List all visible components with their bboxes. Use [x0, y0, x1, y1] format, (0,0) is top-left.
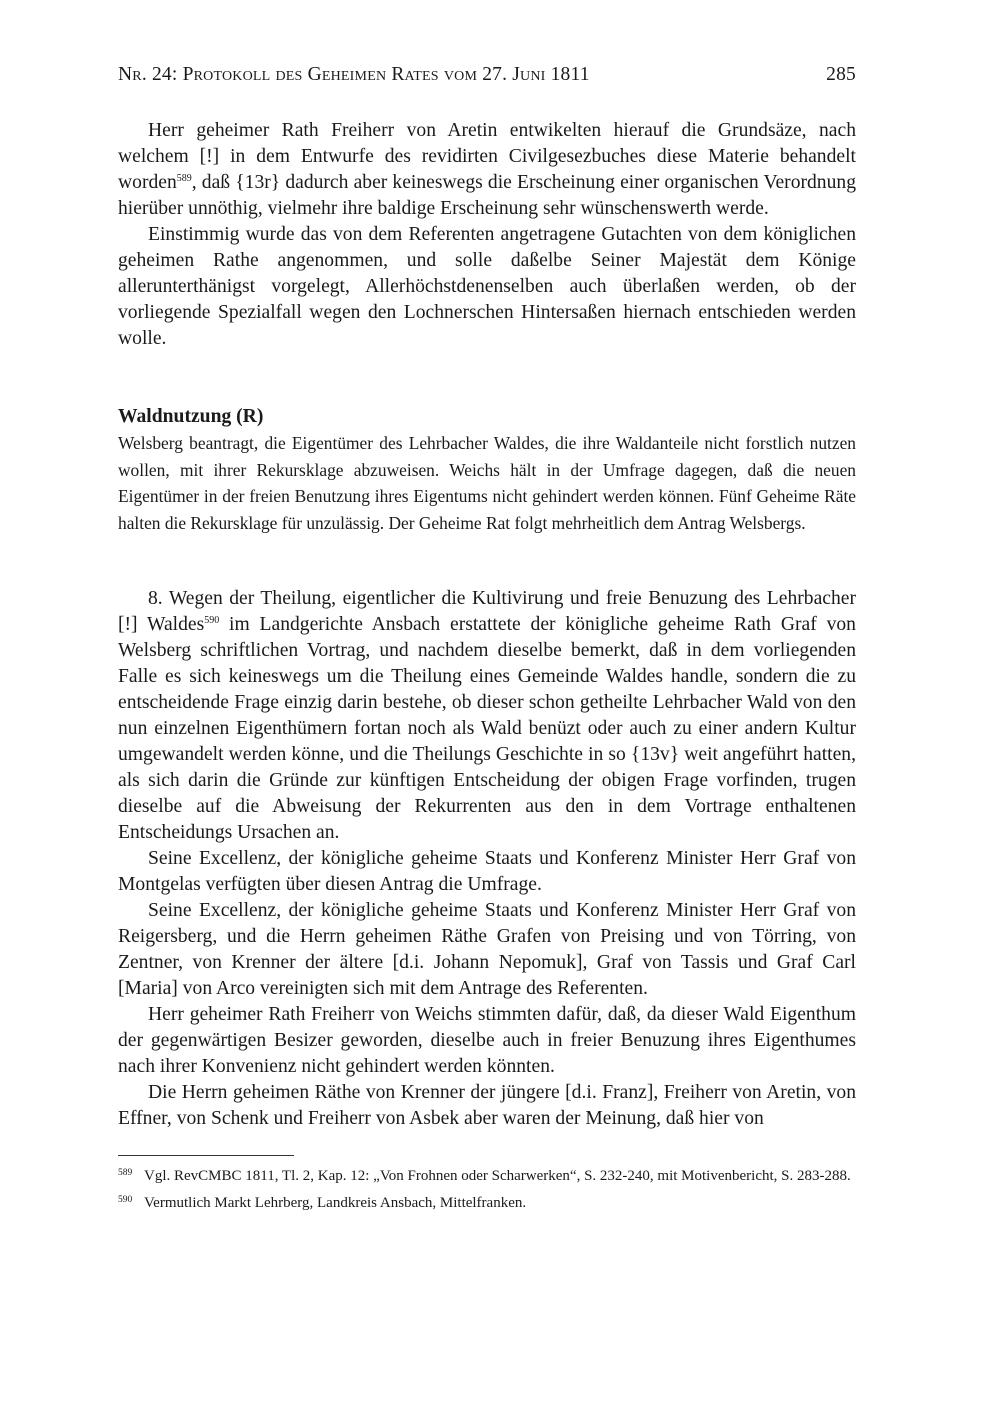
paragraph-text: Herr geheimer Rath Freiherr von Aretin entwikelten hierauf die Grundsäze, nach welchem [!] in dem Entwurfe des revidirten Civilgesezbuches diese Materie behandelt worden	[118, 120, 856, 193]
footnote-rule	[118, 1155, 294, 1156]
footnote-text: Vermutlich Markt Lehrberg, Landkreis Ansbach, Mittelfranken.	[144, 1195, 527, 1211]
top-text-block	[118, 118, 856, 352]
paragraph-text: , daß {13r} dadurch aber keineswegs die Erscheinung einer organischen Verordnung hierüber unnöthig, vielmehr ihre baldige Erscheinung sehr wünschenswerth werde.	[118, 172, 856, 219]
footnotes	[118, 1166, 856, 1220]
paragraph-text: im Landgerichte Ansbach erstattete der königliche geheime Rath Graf von Welsberg schriftlichen Vortrag, und nachdem dieselbe bemerkt, daß in dem vorliegenden Falle es sich keineswegs um die Theilung eines Gemeinde Waldes handle, sondern die zu entscheidende Frage einzig darin bestehe, ob dieser schon getheilte Lehrbacher Wald von den nun einzelnen Eigenthümern fortan noch als Wald benüzt oder auch zu einer andern Kultur umgewandelt werden könne, und die Theilungs Geschichte in so {13v} weit angeführt hatten, als sich darin die Gründe zur künftigen Entscheidung der obigen Frage vorfinden, trugen dieselbe auf die Abweisung der Rekurrenten aus den in dem Vortrage enthaltenen Entscheidungs Ursachen an.	[118, 614, 856, 843]
paragraph-montgelas: Seine Excellenz, der königliche geheime Staats und Konferenz Minister Herr Graf von Montgelas verfügten über diesen Antrag die Umfrage.	[118, 848, 856, 895]
footnote-590: 590 Vermutlich Markt Lehrberg, Landkreis Ansbach, Mittelfranken.	[118, 1195, 527, 1211]
section-summary-block	[118, 430, 856, 536]
footnote-text: Vgl. RevCMBC 1811, Tl. 2, Kap. 12: „Von Frohnen oder Scharwerken“, S. 232-240, mit Motivenbericht, S. 283-288.	[144, 1168, 851, 1184]
paragraph-text: 8. Wegen der Theilung, eigentlicher die Kultivirung und freie Benuzung des Lehrbacher [!] Waldes	[118, 588, 856, 635]
paragraph-weichs: Herr geheimer Rath Freiherr von Weichs stimmten dafür, daß, da dieser Wald Eigenthum der gegenwärtigen Besizer geworden, dieselbe auch in freier Benuzung ihres Eigenthumes nach ihrer Konvenienz nicht gehindert werden könnten.	[118, 1004, 856, 1077]
footnote-ref-590: 590	[204, 615, 220, 626]
running-head	[118, 64, 856, 86]
paragraph-krenner: Die Herrn geheimen Räthe von Krenner der jüngere [d.i. Franz], Freiherr von Aretin, von Effner, von Schenk und Freiherr von Asbek aber waren der Meinung, daß hier von	[118, 1082, 856, 1129]
running-head-title: Nr. 24: Protokoll des Geheimen Rates vom 27. Juni 1811	[118, 64, 590, 85]
page-number: 285	[826, 64, 856, 85]
paragraph-item-8	[118, 586, 856, 846]
paragraph-aretin	[118, 118, 856, 222]
section-summary: Welsberg beantragt, die Eigentümer des Lehrbacher Waldes, die ihre Waldanteile nicht forstlich nutzen wollen, mit ihrer Rekursklage abzuweisen. Weichs hält in der Umfrage dagegen, daß die neuen Eigentümer in der freien Benutzung ihres Eigentums nicht gehindert werden können. Fünf Geheime Räte halten die Rekursklage für unzulässig. Der Geheime Rat folgt mehrheitlich dem Antrag Welsbergs.	[118, 433, 856, 533]
footnote-ref-589: 589	[176, 173, 192, 184]
footnote-589: 589 Vgl. RevCMBC 1811, Tl. 2, Kap. 12: „Von Frohnen oder Scharwerken“, S. 232-240, mit Motivenbericht, S. 283-288.	[118, 1168, 851, 1184]
paragraph-reigersberg: Seine Excellenz, der königliche geheime Staats und Konferenz Minister Herr Graf von Reigersberg, und die Herrn geheimen Räthe Grafen von Preising und von Törring, von Zentner, von Krenner der ältere [d.i. Johann Nepomuk], Graf von Tassis und Graf Carl [Maria] von Arco vereinigten sich mit dem Antrage des Referenten.	[118, 900, 856, 999]
paragraph-einstimmig: Einstimmig wurde das von dem Referenten angetragene Gutachten von dem königlichen geheimen Rathe angenommen, und solle daßelbe Seiner Majestät dem Könige allerunterthänigst vorgelegt, Allerhöchstdenenselben auch überlaßen werden, ob der vorliegende Spezialfall wegen den Lochnerschen Hintersaßen hiernach entschieden werden wolle.	[118, 224, 856, 349]
main-text-block	[118, 586, 856, 1132]
section-heading: Waldnutzung (R)	[118, 406, 264, 427]
